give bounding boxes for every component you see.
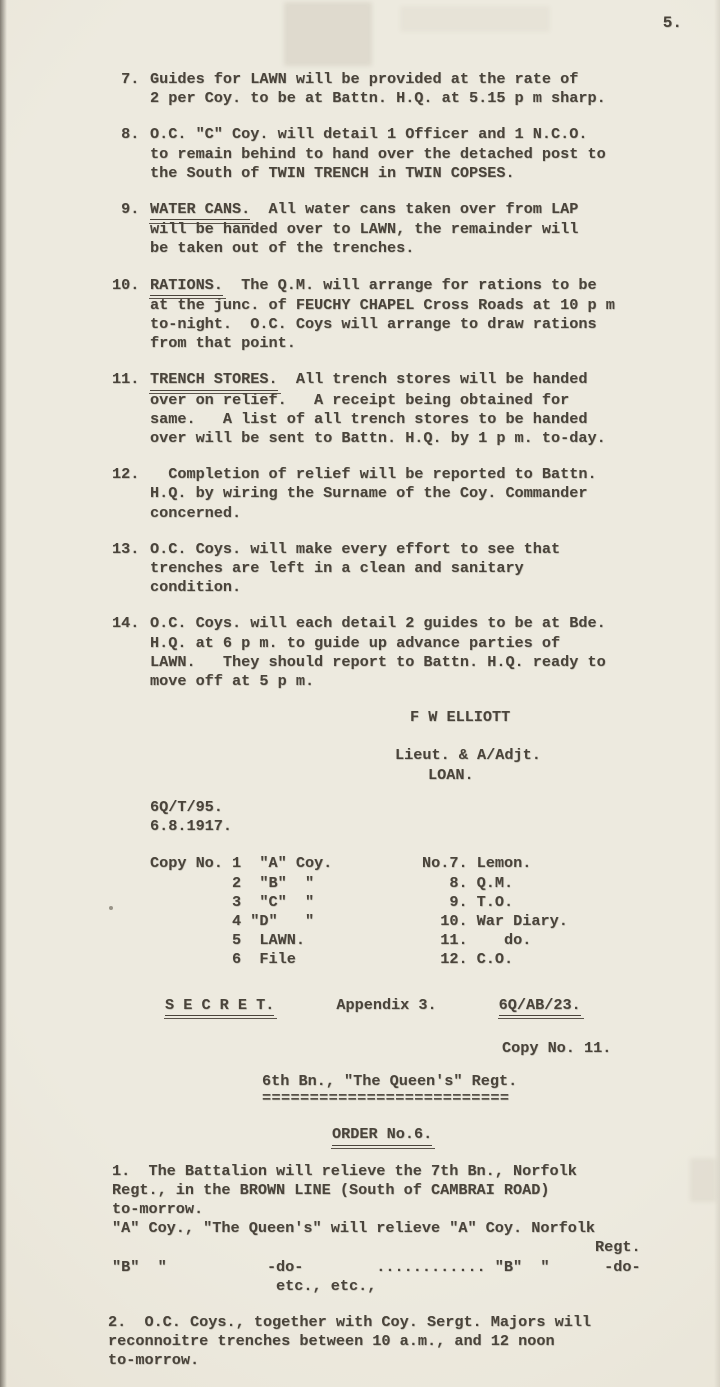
order-title xyxy=(332,1125,684,1145)
signature-title: Lieut. & A/Adjt. xyxy=(395,746,541,765)
item-line: the South of TWIN TRENCH in TWIN COPSES. xyxy=(150,163,515,182)
item-line: over on relief. A receipt being obtained for xyxy=(150,390,570,409)
item-line: O.C. Coys. will each detail 2 guides to be at Bde. xyxy=(150,614,606,633)
order-item-11 xyxy=(112,370,684,448)
item-line: to-night. O.C. Coys will arrange to draw rations xyxy=(150,315,597,334)
item-heading-rations: RATIONS. xyxy=(150,276,223,296)
item-line: Guides for LAWN will be provided at the rate of xyxy=(150,70,579,88)
distribution-row: 4 "D" " xyxy=(150,911,315,930)
order-item-13 xyxy=(112,540,684,598)
item-line: concerned. xyxy=(150,503,242,522)
scan-edge-shadow-left xyxy=(0,0,7,1387)
item-line: O.C. "C" Coy. will detail 1 Officer and 1 N.C.O. xyxy=(150,125,588,144)
distribution-row: 8. Q.M. xyxy=(422,873,514,892)
item-number: 10. xyxy=(112,275,140,294)
page-number: 5. xyxy=(662,14,682,32)
paragraph-line: Regt., in the BROWN LINE (South of CAMBRAI ROAD) xyxy=(112,1180,550,1199)
item-line: condition. xyxy=(150,578,242,597)
paragraph-line: "B" " -do- ............ "B" " -do- xyxy=(112,1257,641,1276)
item-line xyxy=(150,276,615,296)
distribution-row: 12. C.O. xyxy=(422,950,514,969)
item-number: 7. xyxy=(112,70,140,88)
unit-title: 6th Bn., "The Queen's" Regt. xyxy=(262,1071,518,1090)
item-line: from that point. xyxy=(150,334,296,353)
item-number: 8. xyxy=(112,125,140,144)
paragraph-line: reconnoitre trenches between 10 a.m., and 12 noon xyxy=(108,1332,555,1351)
item-line xyxy=(150,200,578,220)
bleed-through-stain xyxy=(400,6,550,32)
item-line-rest: All water cans taken over from LAP xyxy=(250,200,579,219)
item-line: trenches are left in a clean and sanitary xyxy=(150,559,524,578)
item-line: LAWN. They should report to Battn. H.Q. ready to xyxy=(150,652,606,671)
paragraph-line: Regt. xyxy=(112,1238,641,1257)
order-paragraph-1 xyxy=(112,1162,684,1296)
paragraph-line: to-morrow. xyxy=(108,1351,200,1370)
signature-name: F W ELLIOTT xyxy=(410,708,511,727)
paragraph-line: to-morrow. xyxy=(112,1199,204,1218)
item-line: over will be sent to Battn. H.Q. by 1 p m. to-day. xyxy=(150,429,606,448)
item-line: Completion of relief will be reported to Battn. xyxy=(150,465,597,484)
paragraph-line: 1. The Battalion will relieve the 7th Bn., Norfolk xyxy=(112,1161,577,1180)
distribution-row: 2 "B" " xyxy=(150,873,315,892)
signature-unit: LOAN. xyxy=(428,765,474,784)
distribution-right-column xyxy=(422,854,568,969)
item-heading-water-cans: WATER CANS. xyxy=(150,200,250,220)
item-line: O.C. Coys. will make every effort to see that xyxy=(150,539,561,558)
reference-block xyxy=(150,798,684,836)
classification-secret: S E C R E T. xyxy=(165,996,274,1016)
scan-edge-shadow-right xyxy=(714,0,720,1387)
order-title-text: ORDER No.6. xyxy=(332,1125,432,1145)
distribution-row: 9. T.O. xyxy=(422,892,514,911)
order-item-8 xyxy=(112,125,684,183)
item-line: at the junc. of FEUCHY CHAPEL Cross Roads at 10 p m xyxy=(150,295,615,314)
paragraph-line: "A" Coy., "The Queen's" will relieve "A" Coy. Norfolk xyxy=(112,1219,596,1238)
order-item-12 xyxy=(112,465,684,523)
item-line xyxy=(150,370,606,390)
item-number: 12. xyxy=(112,465,140,484)
item-text xyxy=(150,614,606,691)
item-text xyxy=(150,200,578,259)
item-number: 11. xyxy=(112,370,140,389)
paragraph-line: 2. O.C. Coys., together with Coy. Sergt. Majors will xyxy=(108,1312,592,1331)
item-line: H.Q. by wiring the Surname of the Coy. Commander xyxy=(150,484,588,503)
distribution-row: 6 File xyxy=(150,950,296,969)
paragraph-line: etc., etc., xyxy=(112,1276,377,1295)
item-heading-trench-stores: TRENCH STORES. xyxy=(150,370,278,390)
item-line: to remain behind to hand over the detached post to xyxy=(150,144,606,163)
item-line: will be handed over to LAWN, the remainder will xyxy=(150,220,579,239)
item-text xyxy=(150,370,606,448)
document-body xyxy=(108,70,684,1371)
distribution-row: 3 "C" " xyxy=(150,892,315,911)
appendix-header xyxy=(112,996,684,1016)
bleed-through-stain xyxy=(690,1158,716,1202)
item-text xyxy=(150,70,606,108)
item-line: move off at 5 p m. xyxy=(150,672,315,691)
item-number: 13. xyxy=(112,539,140,558)
order-paragraph-2 xyxy=(108,1313,684,1371)
bleed-through-stain xyxy=(284,2,372,66)
distribution-row: 5 LAWN. xyxy=(150,931,305,950)
distribution-list xyxy=(112,854,684,969)
item-text xyxy=(150,276,615,354)
item-line-rest: The Q.M. will arrange for rations to be xyxy=(222,275,597,294)
appendix-reference: 6Q/AB/23. xyxy=(499,996,581,1016)
order-item-14 xyxy=(112,614,684,691)
order-item-7 xyxy=(112,70,684,108)
item-text xyxy=(150,540,560,598)
reference-date: 6.8.1917. xyxy=(150,817,233,836)
item-line: H.Q. at 6 p m. to guide up advance parties of xyxy=(150,633,561,652)
item-text xyxy=(150,465,597,523)
item-line: 2 per Coy. to be at Battn. H.Q. at 5.15 p m sharp. xyxy=(150,89,606,108)
distribution-row: Copy No. 1 "A" Coy. xyxy=(150,854,333,873)
item-text xyxy=(150,125,606,183)
typed-rule: ========================== xyxy=(262,1089,510,1108)
item-line: same. A list of all trench stores to be handed xyxy=(150,409,588,428)
item-number: 14. xyxy=(112,614,140,633)
item-line: be taken out of the trenches. xyxy=(150,239,415,258)
reference-number: 6Q/T/95. xyxy=(150,797,223,816)
distribution-row: 11. do. xyxy=(422,931,532,950)
appendix-label: Appendix 3. xyxy=(336,995,437,1014)
order-item-10 xyxy=(112,276,684,354)
item-number: 9. xyxy=(112,200,140,219)
distribution-row: No.7. Lemon. xyxy=(422,854,532,873)
order-item-9 xyxy=(112,200,684,259)
distribution-row: 10. War Diary. xyxy=(422,911,568,930)
copy-number: Copy No. 11. xyxy=(502,1038,612,1057)
item-line-rest: All trench stores will be handed xyxy=(277,370,588,389)
distribution-left-column xyxy=(150,854,422,969)
